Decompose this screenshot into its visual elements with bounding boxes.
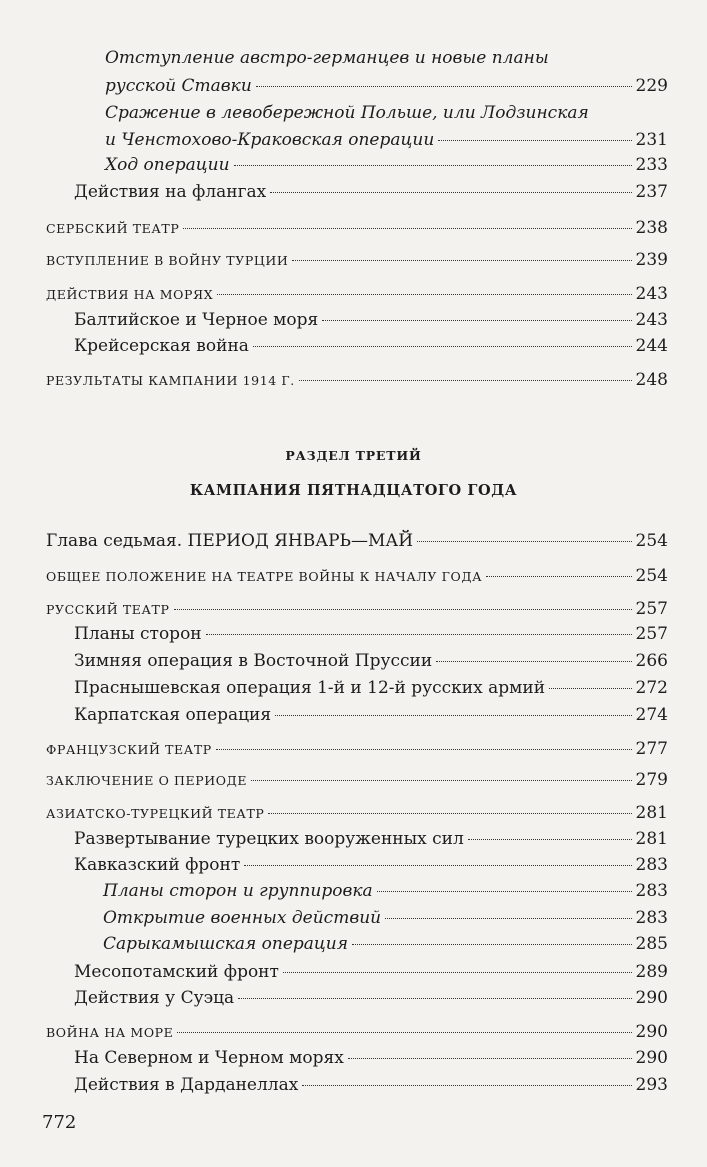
toc-entry-title: и Ченстохово-Краковская операции [105,130,435,150]
toc-entry[interactable] [46,739,668,759]
toc-entry-title: ВОЙНА НА МОРЕ [46,1025,174,1040]
toc-entry[interactable] [74,624,668,644]
toc-entry-title: Планы сторон [74,624,202,644]
toc-entry-page: 281 [635,829,668,849]
toc-entry-title: ЗАКЛЮЧЕНИЕ О ПЕРИОДЕ [46,773,248,788]
toc-entry-title: Кавказский фронт [74,855,241,875]
dot-leader [302,1085,631,1086]
dot-leader [174,609,632,610]
toc-entry-title: Сарыкамышская операция [103,934,348,954]
dot-leader [206,634,632,635]
toc-entry[interactable] [105,130,668,150]
dot-leader [244,865,631,866]
toc-entry[interactable] [46,803,668,823]
toc-entry-page: 239 [635,250,668,270]
toc-entry-title-line1: Сражение в левобережной Польше, или Лодзинская [105,103,589,123]
toc-entry-page: 254 [635,531,668,551]
toc-entry-page: 290 [635,1022,668,1042]
toc-entry-page: 254 [635,566,668,586]
toc-entry-page: 233 [635,155,668,175]
toc-entry-title: ДЕЙСТВИЯ НА МОРЯХ [46,287,214,302]
toc-entry-page: 283 [635,908,668,928]
dot-leader [385,918,631,919]
toc-entry[interactable] [74,962,668,982]
dot-leader [283,972,632,973]
toc-entry[interactable] [74,182,668,202]
toc-entry[interactable] [46,599,668,619]
toc-chapter-entry[interactable] [46,531,668,551]
toc-entry-page: 231 [635,130,668,150]
toc-entry-page: 266 [635,651,668,671]
toc-entry-page: 277 [635,739,668,759]
toc-entry-title: РЕЗУЛЬТАТЫ КАМПАНИИ 1914 Г. [46,373,295,388]
dot-leader [253,346,632,347]
dot-leader [275,715,631,716]
toc-entry[interactable] [103,934,668,954]
toc-entry-page: 285 [635,934,668,954]
toc-entry-title: Действия в Дарданеллах [74,1075,299,1095]
toc-entry[interactable] [74,1075,668,1095]
toc-entry-title: Ход операции [105,155,230,175]
dot-leader [348,1058,632,1059]
toc-entry[interactable] [46,250,668,270]
dot-leader [438,140,631,141]
toc-entry-title: ОБЩЕЕ ПОЛОЖЕНИЕ НА ТЕАТРЕ ВОЙНЫ К НАЧАЛУ ГОДА [46,569,483,584]
toc-entry-title: ВСТУПЛЕНИЕ В ВОЙНУ ТУРЦИИ [46,253,289,268]
dot-leader [238,998,631,999]
dot-leader [216,749,632,750]
dot-leader [468,839,632,840]
dot-leader [377,891,632,892]
toc-entry-page: 243 [635,310,668,330]
toc-entry-title: На Северном и Черном морях [74,1048,344,1068]
toc-entry-title: Открытие военных действий [103,908,382,928]
toc-entry[interactable] [74,310,668,330]
part-label: РАЗДЕЛ ТРЕТИЙ [285,448,422,463]
toc-entry[interactable] [46,566,668,586]
toc-entry[interactable] [74,678,668,698]
toc-entry-title: Крейсерская война [74,336,249,356]
dot-leader [234,165,632,166]
toc-entry-page: 243 [635,284,668,304]
toc-entry-title: Действия на флангах [74,182,267,202]
toc-entry-title: ФРАНЦУЗСКИЙ ТЕАТР [46,742,212,757]
toc-entry-page: 290 [635,1048,668,1068]
dot-leader [256,86,632,87]
toc-entry-title: Действия у Суэца [74,988,235,1008]
dot-leader [177,1032,631,1033]
toc-entry[interactable] [46,370,668,390]
page-number: 772 [42,1112,77,1133]
toc-entry-page: 289 [635,962,668,982]
toc-entry-title: РУССКИЙ ТЕАТР [46,602,170,617]
toc-entry-title: АЗИАТСКО-ТУРЕЦКИЙ ТЕАТР [46,806,265,821]
dot-leader [417,541,631,542]
toc-entry[interactable] [105,76,668,96]
toc-entry[interactable] [74,1048,668,1068]
dot-leader [299,380,632,381]
toc-entry[interactable] [74,829,668,849]
dot-leader [251,780,631,781]
toc-entry-page: 283 [635,855,668,875]
toc-entry-page: 281 [635,803,668,823]
toc-entry-page: 293 [635,1075,668,1095]
toc-entry[interactable] [103,881,668,901]
toc-entry-page: 283 [635,881,668,901]
dot-leader [268,813,631,814]
toc-entry[interactable] [74,988,668,1008]
toc-entry[interactable] [74,855,668,875]
toc-entry-title: СЕРБСКИЙ ТЕАТР [46,221,180,236]
part-title: КАМПАНИЯ ПЯТНАДЦАТОГО ГОДА [189,482,518,499]
toc-entry-title: русской Ставки [105,76,252,96]
toc-entry-page: 229 [635,76,668,96]
dot-leader [436,661,631,662]
toc-entry[interactable] [103,908,668,928]
toc-entry[interactable] [46,770,668,790]
toc-entry-page: 257 [635,599,668,619]
toc-entry-title: Балтийское и Черное моря [74,310,319,330]
toc-entry[interactable] [74,705,668,725]
toc-entry-page: 244 [635,336,668,356]
toc-entry-page: 279 [635,770,668,790]
toc-entry-page: 248 [635,370,668,390]
dot-leader [292,260,631,261]
toc-entry-page: 257 [635,624,668,644]
dot-leader [183,228,631,229]
toc-entry-page: 272 [635,678,668,698]
dot-leader [217,294,631,295]
toc-entry[interactable] [74,651,668,671]
toc-entry-page: 290 [635,988,668,1008]
toc-entry[interactable] [46,218,668,238]
toc-entry-title: Месопотамский фронт [74,962,279,982]
toc-entry-title: Планы сторон и группировка [103,881,373,901]
toc-entry-title: Развертывание турецких вооруженных сил [74,829,464,849]
toc-entry[interactable] [74,336,668,356]
toc-entry-title: Карпатская операция [74,705,272,725]
toc-entry-title: Зимняя операция в Восточной Пруссии [74,651,433,671]
toc-entry-page: 238 [635,218,668,238]
toc-entry-page: 237 [635,182,668,202]
dot-leader [270,192,631,193]
toc-entry[interactable] [46,284,668,304]
toc-entry[interactable] [46,1022,668,1042]
toc-entry-title: Праснышевская операция 1-й и 12-й русских армий [74,678,546,698]
dot-leader [352,944,632,945]
dot-leader [486,576,631,577]
toc-entry-title: Глава седьмая. ПЕРИОД ЯНВАРЬ—МАЙ [46,531,414,551]
toc-entry-title-line1: Отступление австро-германцев и новые планы [105,48,549,68]
toc-entry-page: 274 [635,705,668,725]
dot-leader [549,688,632,689]
toc-entry[interactable] [105,155,668,175]
dot-leader [322,320,631,321]
